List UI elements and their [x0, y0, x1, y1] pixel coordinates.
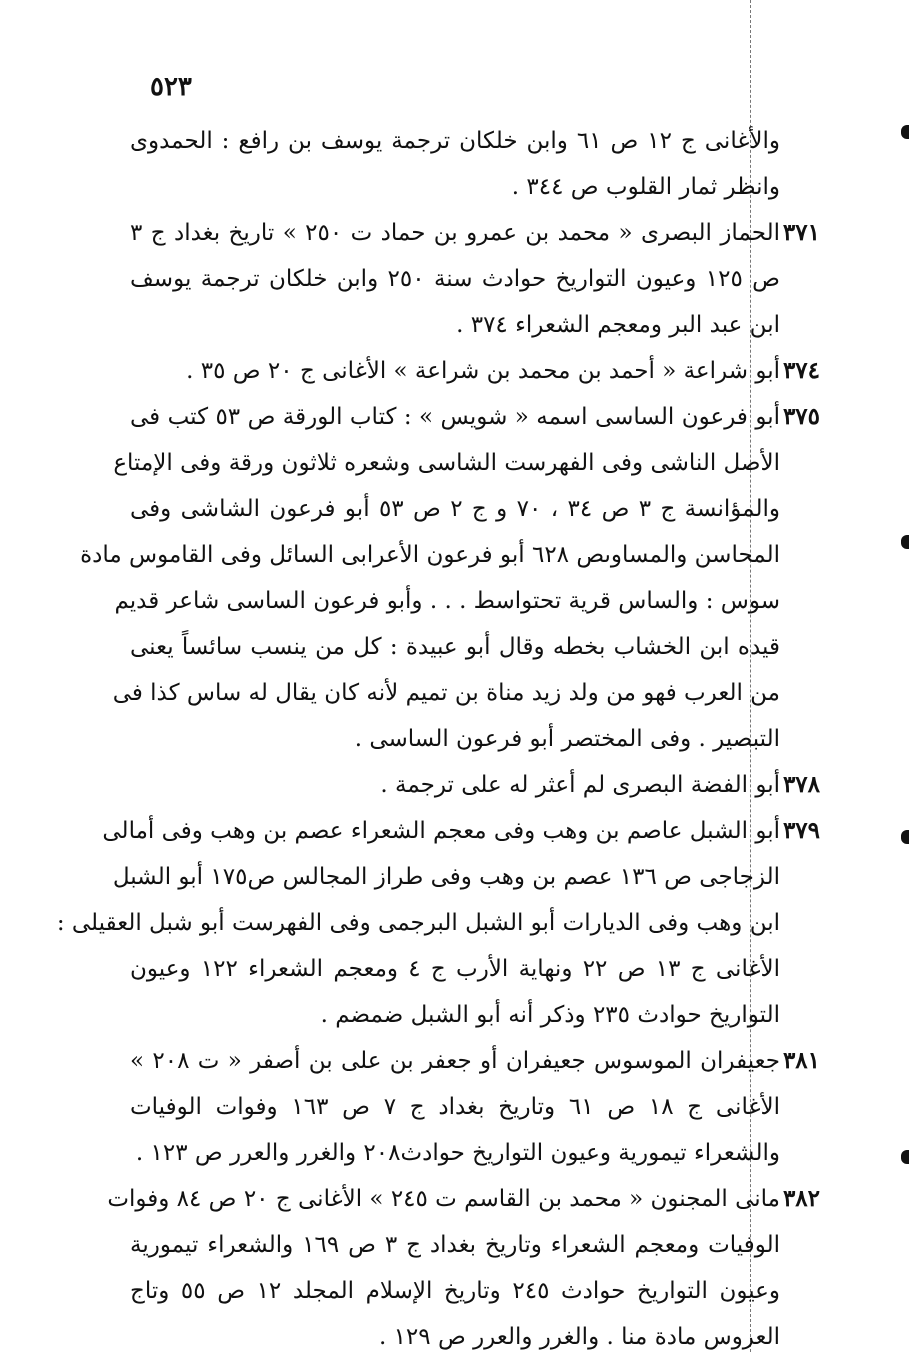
- entry-line: [130, 762, 820, 808]
- entry-line: [130, 716, 820, 762]
- entry-line: [130, 118, 820, 164]
- entry-line: [114, 578, 820, 624]
- entry-line: [112, 854, 820, 900]
- entry-line: [130, 210, 820, 256]
- page-number: ٥٢٣: [150, 72, 192, 102]
- entry-text: مانى المجنون « محمد بن القاسم ت ٢٤٥ » الأغانى ج ٢٠ ص ٨٤ وفوات: [107, 1186, 780, 1212]
- entry: [56, 808, 820, 1038]
- entry-text: جعيفران الموسوس جعيفران أو جعفر بن على بن أصفر « ت ٢٠٨ »: [130, 1048, 780, 1074]
- entry-text: الزجاجى ص ١٣٦ عصم بن وهب وفى طراز المجالس ص١٧٥ أبو الشبل: [112, 864, 780, 890]
- entry-line: [130, 624, 820, 670]
- entry-text: التبصير . وفى المختصر أبو فرعون الساسى .: [354, 726, 780, 752]
- entry-line: [130, 164, 820, 210]
- entry-line: [113, 440, 820, 486]
- entry-line: [130, 256, 820, 302]
- entry-text: العروس مادة منا . والغرر والعرر ص ١٢٩ .: [378, 1324, 780, 1350]
- entry-line: [130, 302, 820, 348]
- entry-text: الأصل الناشى وفى الفهرست الشاسى وشعره ثلاثون ورقة وفى الإمتاع: [113, 450, 780, 476]
- entry-number: ٣٧٥: [782, 403, 820, 430]
- entry-line: [130, 1038, 820, 1084]
- entry-line: [130, 394, 820, 440]
- entry-text: أبو الشبل عاصم بن وهب وفى معجم الشعراء عصم بن وهب وفى أمالى: [102, 818, 780, 844]
- entry-text: أبو فرعون الساسى اسمه « شويس » : كتاب الورقة ص ٥٣ كتب فى: [130, 404, 780, 430]
- entry-text: الوفيات ومعجم الشعراء وتاريخ بغداد ج ٣ ص ١٦٩ والشعراء تيمورية: [130, 1232, 780, 1258]
- entry-text: من العرب فهو من ولد زيد مناة بن تميم لأنه كان يقال له ساس كذا فى: [112, 680, 780, 706]
- entry-line: [130, 1130, 820, 1176]
- entry-line: [130, 1222, 820, 1268]
- entry-line: [107, 1176, 820, 1222]
- entry: [130, 210, 820, 348]
- entry: [130, 118, 820, 210]
- entry-text: أبو شراعة « أحمد بن محمد بن شراعة » الأغانى ج ٢٠ ص ٣٥ .: [186, 358, 780, 384]
- entry-number: ٣٨٢: [782, 1185, 820, 1212]
- entry-text: المحاسن والمساوىص ٦٢٨ أبو فرعون الأعرابى السائل وفى القاموس مادة: [80, 542, 780, 568]
- entry-line: [56, 900, 820, 946]
- entry-line: [130, 486, 820, 532]
- entry-text: أبو الفضة البصرى لم أعثر له على ترجمة .: [380, 772, 780, 798]
- entry-text: والمؤانسة ج ٣ ص ٣٤ ، ٧٠ و ج ٢ ص ٥٣ أبو فرعون الشاشى وفى: [130, 496, 780, 522]
- entry-text: ص ١٢٥ وعيون التواريخ حوادث سنة ٢٥٠ وابن خلكان ترجمة يوسف: [130, 266, 780, 292]
- entry-text: وعيون التواريخ حوادث ٢٤٥ وتاريخ الإسلام المجلد ١٢ ص ٥٥ وتاج: [130, 1278, 780, 1304]
- entry: [130, 1038, 820, 1176]
- entry-line: [130, 1314, 820, 1360]
- entry-text: الأغانى ج ١٣ ص ٢٢ ونهاية الأرب ج ٤ ومعجم الشعراء ١٢٢ وعيون: [130, 956, 781, 982]
- entries-list: [56, 118, 820, 1360]
- entry-line: [130, 992, 820, 1038]
- entry-text: ابن وهب وفى الديارات أبو الشبل البرجمى وفى الفهرست أبو شبل العقيلى :: [56, 910, 780, 936]
- entry-text: التواريخ حوادث ٢٣٥ وذكر أنه أبو الشبل ضمضم .: [320, 1002, 780, 1028]
- edge-mark: [901, 125, 909, 139]
- entry-text: قيده ابن الخشاب بخطه وقال أبو عبيدة : كل من ينسب سائساً يعنى: [130, 634, 780, 660]
- entry-line: [112, 670, 820, 716]
- entry-text: والشعراء تيمورية وعيون التواريخ حوادث٢٠٨ والغرر والعرر ص ١٢٣ .: [135, 1140, 780, 1166]
- entry-line: [130, 946, 820, 992]
- entry-line: [80, 532, 820, 578]
- entry-number: ٣٧١: [782, 219, 820, 246]
- entry-number: ٣٧٩: [782, 817, 820, 844]
- edge-mark: [901, 1150, 909, 1164]
- entry-text: الحماز البصرى « محمد بن عمرو بن حماد ت ٢٥٠ » تاريخ بغداد ج ٣: [130, 220, 780, 246]
- entry: [130, 348, 820, 394]
- entry-text: وانظر ثمار القلوب ص ٣٤٤ .: [511, 174, 780, 200]
- entry-line: [130, 348, 820, 394]
- edge-mark: [901, 535, 909, 549]
- entry-text: ابن عبد البر ومعجم الشعراء ٣٧٤ .: [456, 312, 780, 338]
- entry-text: والأغانى ج ١٢ ص ٦١ وابن خلكان ترجمة يوسف بن رافع : الحمدوى: [130, 128, 780, 154]
- entry-number: ٣٧٨: [782, 771, 820, 798]
- entry-text: سوس : والساس قرية تحتواسط . . . وأبو فرعون الساسى شاعر قديم: [114, 588, 780, 614]
- entry-line: [130, 1268, 820, 1314]
- entry: [80, 394, 820, 762]
- entry: [107, 1176, 820, 1360]
- entry-text: الأغانى ج ١٨ ص ٦١ وتاريخ بغداد ج ٧ ص ١٦٣ وفوات الوفيات: [130, 1094, 780, 1120]
- entry-line: [102, 808, 820, 854]
- entry-number: ٣٧٤: [782, 357, 820, 384]
- entry-line: [130, 1084, 820, 1130]
- entry: [130, 762, 820, 808]
- edge-mark: [901, 830, 909, 844]
- entry-number: ٣٨١: [782, 1047, 820, 1074]
